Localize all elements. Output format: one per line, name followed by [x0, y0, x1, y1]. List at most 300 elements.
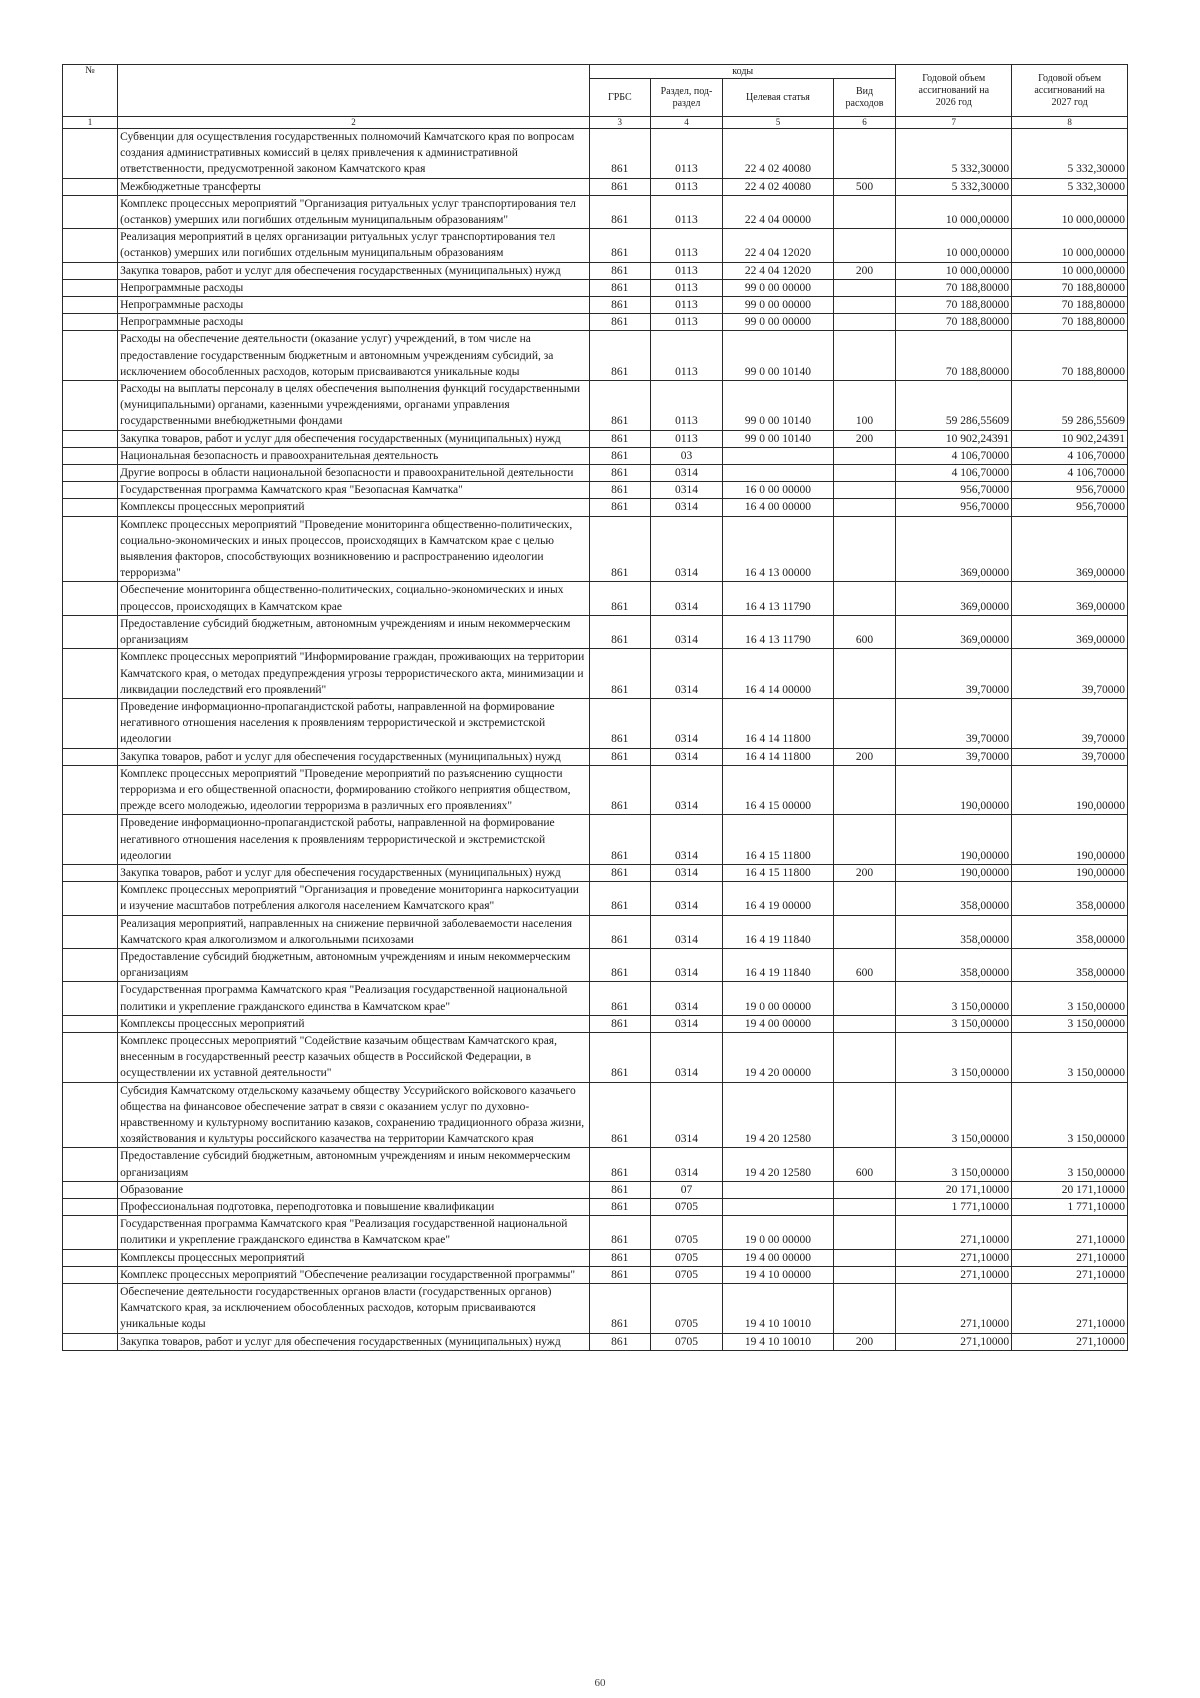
- row-volume-2027: 369,00000: [1012, 516, 1128, 582]
- row-volume-2027: 3 150,00000: [1012, 982, 1128, 1015]
- row-volume-2027: 358,00000: [1012, 915, 1128, 948]
- row-volume-2026: 3 150,00000: [896, 1082, 1012, 1148]
- row-grbs: 861: [589, 1266, 650, 1283]
- table-row: [63, 447, 1128, 464]
- row-vid: [833, 1199, 896, 1216]
- table-row: [63, 195, 1128, 228]
- row-name: Непрограммные расходы: [118, 314, 590, 331]
- row-name: Комплексы процессных мероприятий: [118, 499, 590, 516]
- table-body: [63, 129, 1128, 1351]
- row-vid: 200: [833, 262, 896, 279]
- row-name: Национальная безопасность и правоохранительная деятельность: [118, 447, 590, 464]
- row-volume-2026: 271,10000: [896, 1249, 1012, 1266]
- row-name: Комплекс процессных мероприятий "Содействие казачьим обществам Камчатского края, внесенным в государственный реестр казачьих обществ в Российской Федерации, в осуществлении их уставной деятельности": [118, 1032, 590, 1082]
- row-name: Непрограммные расходы: [118, 297, 590, 314]
- row-volume-2026: 39,70000: [896, 748, 1012, 765]
- row-volume-2026: 70 188,80000: [896, 314, 1012, 331]
- row-number-cell: [63, 229, 118, 262]
- row-vid: 600: [833, 948, 896, 981]
- row-grbs: 861: [589, 262, 650, 279]
- row-razdel: 0314: [650, 582, 723, 615]
- budget-table-sheet: [62, 64, 1128, 1351]
- row-volume-2027: 956,70000: [1012, 499, 1128, 516]
- row-volume-2026: 4 106,70000: [896, 465, 1012, 482]
- row-volume-2026: 369,00000: [896, 582, 1012, 615]
- row-number-cell: [63, 314, 118, 331]
- row-volume-2026: 358,00000: [896, 915, 1012, 948]
- column-number: 2: [118, 117, 590, 129]
- row-razdel: 0314: [650, 1082, 723, 1148]
- row-number-cell: [63, 499, 118, 516]
- row-razdel: 0113: [650, 229, 723, 262]
- row-volume-2027: 956,70000: [1012, 482, 1128, 499]
- row-name: Комплекс процессных мероприятий "Организация и проведение мониторинга наркоситуации и изучение масштабов потребления алкоголя населением Камчатского края": [118, 882, 590, 915]
- row-vid: [833, 1032, 896, 1082]
- table-row: [63, 1266, 1128, 1283]
- row-volume-2027: 5 332,30000: [1012, 178, 1128, 195]
- row-target: 22 4 02 40080: [723, 129, 833, 179]
- table-row: [63, 430, 1128, 447]
- row-volume-2026: 271,10000: [896, 1284, 1012, 1334]
- table-row: [63, 582, 1128, 615]
- row-name: Проведение информационно-пропагандистской работы, направленной на формирование негативного отношения населения к проявлениям террористической и экстремистской идеологии: [118, 698, 590, 748]
- row-volume-2027: 271,10000: [1012, 1266, 1128, 1283]
- row-grbs: 861: [589, 499, 650, 516]
- table-row: [63, 948, 1128, 981]
- row-grbs: 861: [589, 582, 650, 615]
- row-razdel: 0705: [650, 1333, 723, 1350]
- row-razdel: 0314: [650, 698, 723, 748]
- row-vid: [833, 297, 896, 314]
- column-numbers-row: [63, 117, 1128, 129]
- table-row: [63, 1216, 1128, 1249]
- row-vid: [833, 195, 896, 228]
- row-target: 22 4 04 12020: [723, 262, 833, 279]
- row-number-cell: [63, 815, 118, 865]
- table-row: [63, 129, 1128, 179]
- row-vid: [833, 516, 896, 582]
- row-razdel: 0705: [650, 1199, 723, 1216]
- row-target: 16 4 19 11840: [723, 915, 833, 948]
- row-number-cell: [63, 482, 118, 499]
- row-target: 99 0 00 00000: [723, 314, 833, 331]
- row-vid: [833, 982, 896, 1015]
- row-razdel: 0314: [650, 1148, 723, 1181]
- row-grbs: 861: [589, 465, 650, 482]
- row-volume-2026: 10 000,00000: [896, 262, 1012, 279]
- row-volume-2027: 1 771,10000: [1012, 1199, 1128, 1216]
- table-row: [63, 1015, 1128, 1032]
- row-target: 19 0 00 00000: [723, 982, 833, 1015]
- row-number-cell: [63, 297, 118, 314]
- header-volume-2027: Годовой объем ассигнований на 2027 год: [1012, 65, 1128, 117]
- row-name: Предоставление субсидий бюджетным, автономным учреждениям и иным некоммерческим организациям: [118, 615, 590, 648]
- row-razdel: 0314: [650, 915, 723, 948]
- row-name: Субсидия Камчатскому отдельскому казачьему обществу Уссурийского войскового казачьего общества на финансовое обеспечение затрат в связи с оказанием услуг по духовно-нравственному и культурному воспитанию казаков, сохранению традиционного образа жизни, хозяйствования и культуры российского казачества на территории Камчатского края: [118, 1082, 590, 1148]
- row-number-cell: [63, 1148, 118, 1181]
- row-grbs: 861: [589, 882, 650, 915]
- row-grbs: 861: [589, 982, 650, 1015]
- row-razdel: 0113: [650, 331, 723, 381]
- row-volume-2026: 70 188,80000: [896, 279, 1012, 296]
- row-vid: [833, 229, 896, 262]
- row-razdel: 07: [650, 1181, 723, 1198]
- table-row: [63, 748, 1128, 765]
- row-target: 99 0 00 10140: [723, 331, 833, 381]
- row-razdel: 0113: [650, 195, 723, 228]
- row-name: Закупка товаров, работ и услуг для обеспечения государственных (муниципальных) нужд: [118, 1333, 590, 1350]
- row-razdel: 0113: [650, 129, 723, 179]
- row-razdel: 0314: [650, 649, 723, 699]
- row-target: 16 4 15 11800: [723, 815, 833, 865]
- table-header: [63, 65, 1128, 129]
- row-vid: [833, 1284, 896, 1334]
- row-volume-2027: 3 150,00000: [1012, 1032, 1128, 1082]
- column-number: 7: [896, 117, 1012, 129]
- row-name: Проведение информационно-пропагандистской работы, направленной на формирование негативного отношения населения к проявлениям террористической и экстремистской идеологии: [118, 815, 590, 865]
- row-vid: [833, 1216, 896, 1249]
- row-name: Комплекс процессных мероприятий "Проведение мониторинга общественно-политических, социально-экономических и иных процессов, происходящих в Камчатском крае с целью выявления факторов, способствующих возникновению и распространению идеологии терроризма": [118, 516, 590, 582]
- row-volume-2026: 358,00000: [896, 882, 1012, 915]
- row-target: 19 0 00 00000: [723, 1216, 833, 1249]
- row-volume-2027: 4 106,70000: [1012, 465, 1128, 482]
- row-grbs: 861: [589, 482, 650, 499]
- row-vid: [833, 465, 896, 482]
- row-number-cell: [63, 882, 118, 915]
- row-volume-2027: 190,00000: [1012, 815, 1128, 865]
- table-row: [63, 698, 1128, 748]
- row-vid: [833, 882, 896, 915]
- row-number-cell: [63, 129, 118, 179]
- row-razdel: 0113: [650, 178, 723, 195]
- row-target: 99 0 00 00000: [723, 297, 833, 314]
- header-razdel: Раздел, под- раздел: [650, 79, 723, 117]
- column-number: 1: [63, 117, 118, 129]
- row-number-cell: [63, 1032, 118, 1082]
- table-row: [63, 1082, 1128, 1148]
- table-row: [63, 178, 1128, 195]
- row-vid: 500: [833, 178, 896, 195]
- row-volume-2027: 3 150,00000: [1012, 1148, 1128, 1181]
- header-codes: коды: [589, 65, 895, 79]
- row-razdel: 0314: [650, 748, 723, 765]
- row-vid: 200: [833, 748, 896, 765]
- row-volume-2027: 3 150,00000: [1012, 1082, 1128, 1148]
- row-vid: [833, 815, 896, 865]
- row-volume-2026: 369,00000: [896, 615, 1012, 648]
- table-row: [63, 1249, 1128, 1266]
- row-razdel: 0705: [650, 1249, 723, 1266]
- row-name: Государственная программа Камчатского края "Реализация государственной национальной политики и укрепление гражданского единства в Камчатском крае": [118, 982, 590, 1015]
- row-razdel: 0314: [650, 1032, 723, 1082]
- row-volume-2026: 5 332,30000: [896, 129, 1012, 179]
- row-number-cell: [63, 765, 118, 815]
- row-number-cell: [63, 381, 118, 431]
- row-number-cell: [63, 516, 118, 582]
- row-vid: [833, 698, 896, 748]
- row-target: 19 4 10 10010: [723, 1333, 833, 1350]
- row-grbs: 861: [589, 864, 650, 881]
- row-volume-2026: 190,00000: [896, 864, 1012, 881]
- row-target: 19 4 20 12580: [723, 1148, 833, 1181]
- row-target: [723, 447, 833, 464]
- table-row: [63, 229, 1128, 262]
- row-target: 16 4 13 00000: [723, 516, 833, 582]
- row-razdel: 0314: [650, 982, 723, 1015]
- column-number: 6: [833, 117, 896, 129]
- row-vid: 200: [833, 864, 896, 881]
- row-grbs: 861: [589, 1199, 650, 1216]
- row-grbs: 861: [589, 314, 650, 331]
- row-vid: [833, 1266, 896, 1283]
- row-razdel: 0314: [650, 516, 723, 582]
- table-row: [63, 465, 1128, 482]
- row-razdel: 0113: [650, 314, 723, 331]
- table-row: [63, 649, 1128, 699]
- row-volume-2027: 20 171,10000: [1012, 1181, 1128, 1198]
- row-razdel: 0314: [650, 765, 723, 815]
- row-target: 16 0 00 00000: [723, 482, 833, 499]
- row-name: Комплексы процессных мероприятий: [118, 1249, 590, 1266]
- row-volume-2026: 271,10000: [896, 1266, 1012, 1283]
- row-grbs: 861: [589, 915, 650, 948]
- row-volume-2026: 190,00000: [896, 815, 1012, 865]
- row-name: Закупка товаров, работ и услуг для обеспечения государственных (муниципальных) нужд: [118, 864, 590, 881]
- row-razdel: 0314: [650, 465, 723, 482]
- table-row: [63, 815, 1128, 865]
- row-target: 99 0 00 10140: [723, 430, 833, 447]
- row-number-cell: [63, 948, 118, 981]
- row-number-cell: [63, 465, 118, 482]
- row-name: Закупка товаров, работ и услуг для обеспечения государственных (муниципальных) нужд: [118, 430, 590, 447]
- row-name: Расходы на обеспечение деятельности (оказание услуг) учреждений, в том числе на предоставление государственным бюджетным и автономным учреждениям субсидий, за исключением обособленных расходов, которым присваиваются уникальные коды: [118, 331, 590, 381]
- row-name: Комплексы процессных мероприятий: [118, 1015, 590, 1032]
- row-volume-2026: 70 188,80000: [896, 331, 1012, 381]
- row-number-cell: [63, 430, 118, 447]
- table-row: [63, 615, 1128, 648]
- row-volume-2026: 1 771,10000: [896, 1199, 1012, 1216]
- row-target: 16 4 13 11790: [723, 615, 833, 648]
- row-grbs: 861: [589, 1082, 650, 1148]
- row-name: Расходы на выплаты персоналу в целях обеспечения выполнения функций государственными (муниципальными) органами, казенными учреждениями, органами управления государственными внебюджетными фондами: [118, 381, 590, 431]
- row-target: 16 4 14 11800: [723, 698, 833, 748]
- row-volume-2027: 70 188,80000: [1012, 297, 1128, 314]
- row-razdel: 0314: [650, 815, 723, 865]
- row-volume-2026: 70 188,80000: [896, 297, 1012, 314]
- row-razdel: 0314: [650, 1015, 723, 1032]
- row-number-cell: [63, 915, 118, 948]
- row-vid: 600: [833, 615, 896, 648]
- row-target: 16 4 15 11800: [723, 864, 833, 881]
- row-name: Закупка товаров, работ и услуг для обеспечения государственных (муниципальных) нужд: [118, 748, 590, 765]
- row-volume-2027: 271,10000: [1012, 1284, 1128, 1334]
- row-volume-2027: 10 902,24391: [1012, 430, 1128, 447]
- row-name: Другие вопросы в области национальной безопасности и правоохранительной деятельности: [118, 465, 590, 482]
- row-volume-2026: 10 902,24391: [896, 430, 1012, 447]
- row-grbs: 861: [589, 1032, 650, 1082]
- row-number-cell: [63, 447, 118, 464]
- row-razdel: 0113: [650, 279, 723, 296]
- table-row: [63, 1148, 1128, 1181]
- row-volume-2027: 39,70000: [1012, 698, 1128, 748]
- row-number-cell: [63, 1082, 118, 1148]
- row-grbs: 861: [589, 1216, 650, 1249]
- row-grbs: 861: [589, 129, 650, 179]
- row-number-cell: [63, 178, 118, 195]
- row-target: 16 4 15 00000: [723, 765, 833, 815]
- budget-table: [62, 64, 1128, 1351]
- row-number-cell: [63, 1284, 118, 1334]
- row-razdel: 0113: [650, 381, 723, 431]
- row-razdel: 0113: [650, 430, 723, 447]
- row-vid: [833, 1015, 896, 1032]
- row-grbs: 861: [589, 381, 650, 431]
- row-target: 16 4 14 00000: [723, 649, 833, 699]
- row-vid: [833, 915, 896, 948]
- row-target: 99 0 00 00000: [723, 279, 833, 296]
- header-name: [118, 65, 590, 117]
- row-volume-2027: 271,10000: [1012, 1333, 1128, 1350]
- row-name: Государственная программа Камчатского края "Реализация государственной национальной политики и укрепление гражданского единства в Камчатском крае": [118, 1216, 590, 1249]
- row-razdel: 0705: [650, 1284, 723, 1334]
- row-target: 22 4 02 40080: [723, 178, 833, 195]
- row-target: 16 4 19 11840: [723, 948, 833, 981]
- row-volume-2027: 39,70000: [1012, 748, 1128, 765]
- table-row: [63, 864, 1128, 881]
- row-razdel: 0705: [650, 1216, 723, 1249]
- row-volume-2026: 3 150,00000: [896, 982, 1012, 1015]
- row-target: 19 4 00 00000: [723, 1249, 833, 1266]
- row-grbs: 861: [589, 1148, 650, 1181]
- row-name: Реализация мероприятий, направленных на снижение первичной заболеваемости населения Камчатского края алкоголизмом и алкогольными психозами: [118, 915, 590, 948]
- row-target: 19 4 10 10010: [723, 1284, 833, 1334]
- row-volume-2026: 190,00000: [896, 765, 1012, 815]
- row-vid: [833, 279, 896, 296]
- row-number-cell: [63, 195, 118, 228]
- table-row: [63, 499, 1128, 516]
- table-row: [63, 882, 1128, 915]
- row-vid: [833, 1082, 896, 1148]
- row-razdel: 0314: [650, 615, 723, 648]
- row-vid: [833, 331, 896, 381]
- row-number-cell: [63, 279, 118, 296]
- row-number-cell: [63, 982, 118, 1015]
- row-volume-2026: 5 332,30000: [896, 178, 1012, 195]
- row-target: [723, 465, 833, 482]
- row-volume-2027: 70 188,80000: [1012, 314, 1128, 331]
- row-number-cell: [63, 698, 118, 748]
- row-target: 99 0 00 10140: [723, 381, 833, 431]
- row-grbs: 861: [589, 331, 650, 381]
- row-volume-2026: 3 150,00000: [896, 1148, 1012, 1181]
- row-grbs: 861: [589, 815, 650, 865]
- row-name: Реализация мероприятий в целях организации ритуальных услуг транспортирования тел (останков) умерших или погибших отдельным муниципальным образованиям: [118, 229, 590, 262]
- table-row: [63, 314, 1128, 331]
- row-volume-2026: 369,00000: [896, 516, 1012, 582]
- row-vid: [833, 499, 896, 516]
- row-volume-2026: 10 000,00000: [896, 195, 1012, 228]
- row-number-cell: [63, 1249, 118, 1266]
- row-grbs: 861: [589, 1015, 650, 1032]
- table-row: [63, 279, 1128, 296]
- row-target: [723, 1199, 833, 1216]
- row-grbs: 861: [589, 649, 650, 699]
- row-volume-2026: 271,10000: [896, 1333, 1012, 1350]
- row-volume-2026: 271,10000: [896, 1216, 1012, 1249]
- row-volume-2026: 4 106,70000: [896, 447, 1012, 464]
- header-number: №: [63, 65, 118, 117]
- row-razdel: 0314: [650, 948, 723, 981]
- row-number-cell: [63, 1266, 118, 1283]
- row-name: Обеспечение деятельности государственных органов власти (государственных органов) Камчатского края, за исключением обособленных расходов, которым присваиваются уникальные коды: [118, 1284, 590, 1334]
- row-name: Комплекс процессных мероприятий "Организация ритуальных услуг транспортирования тел (останков) умерших или погибших отдельным муниципальным образованиям": [118, 195, 590, 228]
- row-grbs: 861: [589, 698, 650, 748]
- row-vid: 600: [833, 1148, 896, 1181]
- row-volume-2027: 358,00000: [1012, 948, 1128, 981]
- row-vid: [833, 582, 896, 615]
- row-target: 22 4 04 12020: [723, 229, 833, 262]
- table-row: [63, 915, 1128, 948]
- row-target: 19 4 10 00000: [723, 1266, 833, 1283]
- row-number-cell: [63, 615, 118, 648]
- row-name: Комплекс процессных мероприятий "Информирование граждан, проживающих на территории Камчатского края, о методах предупреждения угрозы террористического акта, минимизации и ликвидации последствий его проявлений": [118, 649, 590, 699]
- row-volume-2027: 10 000,00000: [1012, 195, 1128, 228]
- row-name: Профессиональная подготовка, переподготовка и повышение квалификации: [118, 1199, 590, 1216]
- row-grbs: 861: [589, 615, 650, 648]
- row-volume-2027: 4 106,70000: [1012, 447, 1128, 464]
- row-volume-2026: 956,70000: [896, 482, 1012, 499]
- row-grbs: 861: [589, 1284, 650, 1334]
- row-target: 16 4 19 00000: [723, 882, 833, 915]
- table-row: [63, 982, 1128, 1015]
- row-volume-2027: 369,00000: [1012, 615, 1128, 648]
- row-name: Государственная программа Камчатского края "Безопасная Камчатка": [118, 482, 590, 499]
- row-volume-2027: 59 286,55609: [1012, 381, 1128, 431]
- header-volume-2026: Годовой объем ассигнований на 2026 год: [896, 65, 1012, 117]
- row-volume-2027: 190,00000: [1012, 864, 1128, 881]
- header-vid: Вид расходов: [833, 79, 896, 117]
- row-volume-2026: 20 171,10000: [896, 1181, 1012, 1198]
- row-number-cell: [63, 331, 118, 381]
- table-row: [63, 516, 1128, 582]
- row-target: 16 4 13 11790: [723, 582, 833, 615]
- table-row: [63, 1032, 1128, 1082]
- row-vid: [833, 765, 896, 815]
- header-grbs: ГРБС: [589, 79, 650, 117]
- row-vid: 100: [833, 381, 896, 431]
- row-number-cell: [63, 262, 118, 279]
- row-name: Непрограммные расходы: [118, 279, 590, 296]
- row-volume-2027: 5 332,30000: [1012, 129, 1128, 179]
- row-volume-2026: 39,70000: [896, 649, 1012, 699]
- row-grbs: 861: [589, 516, 650, 582]
- row-number-cell: [63, 649, 118, 699]
- row-volume-2026: 3 150,00000: [896, 1015, 1012, 1032]
- row-grbs: 861: [589, 430, 650, 447]
- row-vid: [833, 314, 896, 331]
- row-volume-2027: 70 188,80000: [1012, 331, 1128, 381]
- row-grbs: 861: [589, 1181, 650, 1198]
- row-grbs: 861: [589, 279, 650, 296]
- row-volume-2026: 3 150,00000: [896, 1032, 1012, 1082]
- row-vid: [833, 447, 896, 464]
- row-target: 16 4 14 11800: [723, 748, 833, 765]
- row-number-cell: [63, 864, 118, 881]
- row-vid: [833, 649, 896, 699]
- row-grbs: 861: [589, 297, 650, 314]
- row-target: 22 4 04 00000: [723, 195, 833, 228]
- row-name: Комплекс процессных мероприятий "Проведение мероприятий по разъяснению сущности терроризма и его общественной опасности, формированию стойкого неприятия обществом, прежде всего молодежью, идеологии терроризма в различных его проявлениях": [118, 765, 590, 815]
